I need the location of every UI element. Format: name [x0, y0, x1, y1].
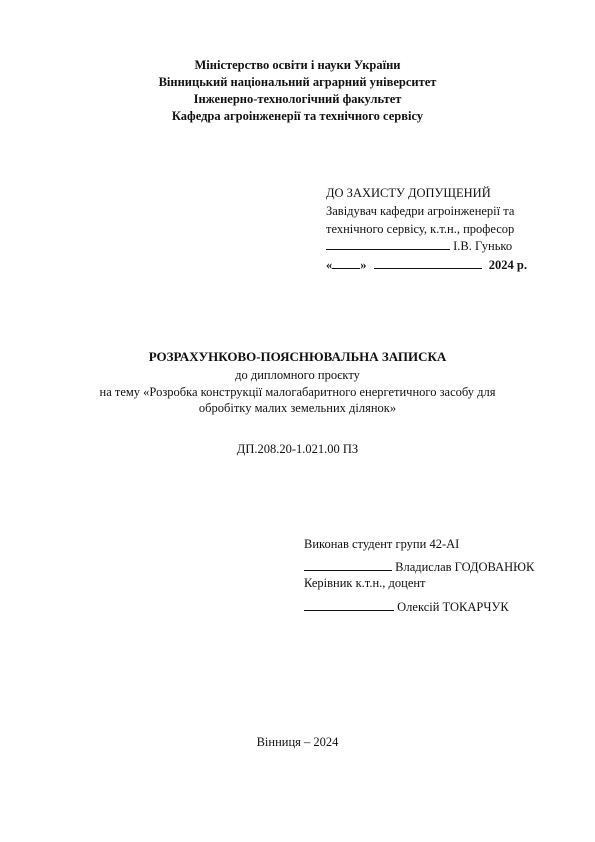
- approval-title: ДО ЗАХИСТУ ДОПУЩЕНИЙ: [326, 186, 491, 200]
- day-blank: [332, 257, 360, 269]
- document-subtitle: до дипломного проєкту: [235, 368, 360, 382]
- approval-signature-line: [326, 237, 512, 255]
- month-blank: [374, 257, 482, 269]
- approval-date-line: [326, 256, 527, 274]
- approval-year: 2024 р.: [488, 258, 527, 272]
- faculty-name: Інженерно-технологічний факультет: [193, 92, 402, 106]
- student-name: Владислав ГОДОВАНЮК: [395, 560, 535, 574]
- approval-line-1: Завідувач кафедри агроінженерії та: [326, 204, 515, 218]
- supervisor-signature-blank: [304, 599, 394, 611]
- quote-open: «: [326, 258, 333, 272]
- quote-close: »: [360, 258, 367, 272]
- student-signature-line: [304, 559, 534, 575]
- document-title: РОЗРАХУНКОВО-ПОЯСНЮВАЛЬНА ЗАПИСКА: [148, 349, 447, 364]
- approval-signer: І.В. Гунько: [453, 239, 513, 253]
- university-name: Вінницький національний аграрний університет: [158, 75, 437, 89]
- document-code: ДП.208.20-1.021.00 ПЗ: [236, 442, 359, 456]
- city-year: Вінниця – 2024: [256, 735, 339, 749]
- topic-line-1: на тему «Розробка конструкції малогабаритного енергетичного засобу для: [99, 385, 496, 399]
- student-signature-blank: [304, 559, 392, 571]
- topic-line-2: обробітку малих земельних ділянок»: [198, 401, 397, 415]
- supervisor-signature-line: [304, 599, 509, 615]
- signature-blank: [326, 238, 450, 250]
- department-name: Кафедра агроінженерії та технічного сервісу: [171, 109, 424, 123]
- approval-line-2: технічного сервісу, к.т.н., професор: [326, 222, 515, 236]
- ministry-name: Міністерство освіти і науки України: [194, 58, 401, 72]
- supervisor-label: Керівник к.т.н., доцент: [304, 576, 426, 590]
- executed-by-label: Виконав студент групи 42-АІ: [304, 537, 460, 551]
- supervisor-name: Олексій ТОКАРЧУК: [397, 600, 509, 614]
